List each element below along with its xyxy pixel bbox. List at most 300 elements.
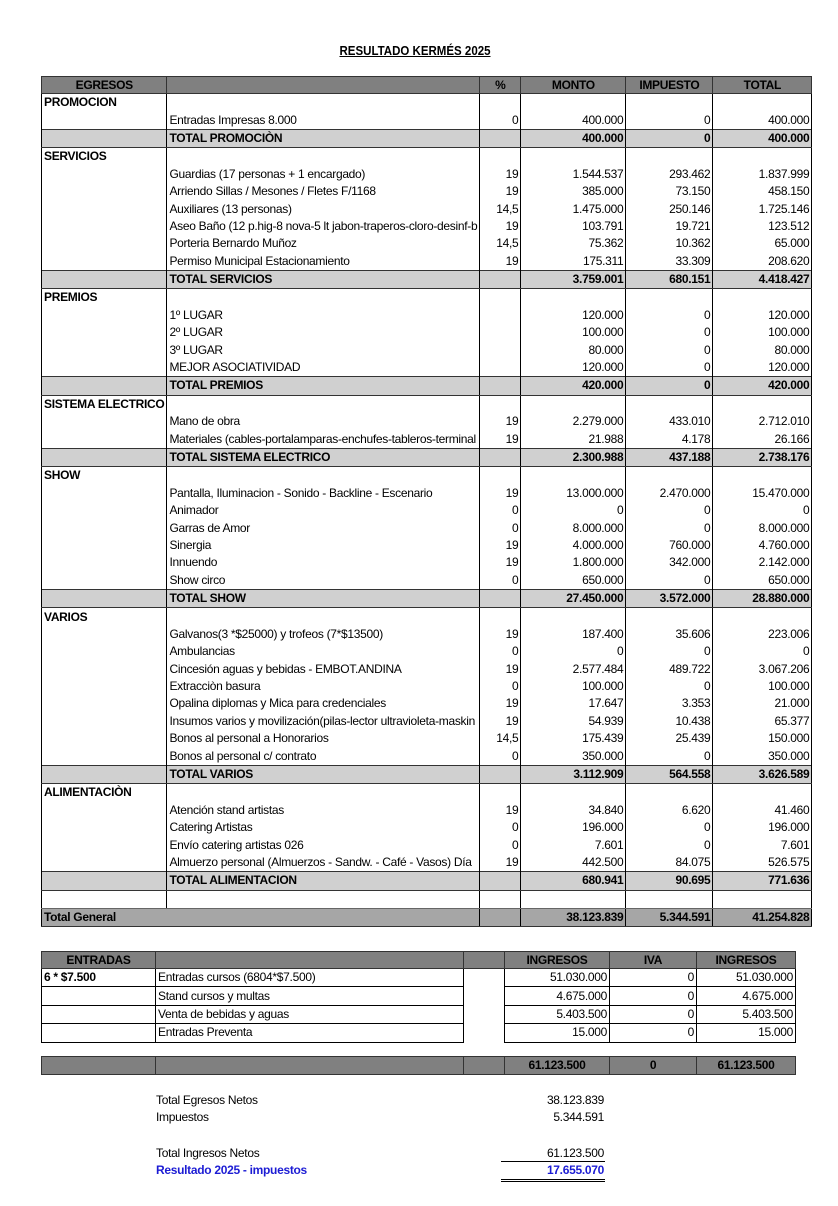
item-monto: 187.400 — [521, 626, 626, 643]
item-description: Opalina diplomas y Mica para credenciales — [167, 695, 480, 712]
item-impuesto: 0 — [626, 572, 713, 590]
section-total-total: 420.000 — [713, 377, 812, 395]
header-blank — [464, 952, 505, 969]
item-monto: 442.500 — [521, 854, 626, 872]
item-impuesto: 0 — [626, 324, 713, 341]
item-total: 100.000 — [713, 324, 812, 341]
item-description: Arriendo Sillas / Mesones / Fletes F/1168 — [167, 183, 480, 200]
item-total: 65.000 — [713, 235, 812, 252]
item-description: Extracciòn basura — [167, 678, 480, 695]
empty-cell — [167, 289, 480, 307]
item-percent: 19 — [480, 413, 521, 430]
item-total: 1.725.146 — [713, 200, 812, 217]
item-monto: 196.000 — [521, 819, 626, 836]
line-item-row — [42, 485, 812, 502]
empty-cell — [42, 519, 167, 536]
ingresos-total-row — [42, 1057, 796, 1075]
item-impuesto: 6.620 — [626, 802, 713, 819]
item-description: Animador — [167, 502, 480, 519]
ingreso-tag: 6 * $7.500 — [42, 969, 156, 987]
section-total-row — [42, 448, 812, 466]
item-description: Bonos al personal c/ contrato — [167, 747, 480, 765]
item-impuesto: 10.438 — [626, 713, 713, 730]
item-total: 65.377 — [713, 713, 812, 730]
item-impuesto: 489.722 — [626, 661, 713, 678]
item-description: Aseo Baño (12 p.hig-8 nova-5 lt jabon-traperos-cloro-desinf-b — [167, 218, 480, 235]
line-item-row — [42, 502, 812, 519]
section-total-impuesto: 680.151 — [626, 270, 713, 288]
item-impuesto: 2.470.000 — [626, 485, 713, 502]
empty-cell — [713, 890, 812, 908]
empty-cell — [480, 608, 521, 626]
item-description: Catering Artistas — [167, 819, 480, 836]
empty-cell — [42, 589, 167, 607]
empty-cell — [521, 784, 626, 802]
item-monto: 100.000 — [521, 324, 626, 341]
header-iva: IVA — [610, 952, 697, 969]
item-total: 8.000.000 — [713, 519, 812, 536]
line-item-row — [42, 836, 812, 853]
empty-cell — [464, 969, 505, 987]
ingreso-total: 15.000 — [697, 1024, 796, 1042]
item-monto: 175.439 — [521, 730, 626, 747]
item-description: Auxiliares (13 personas) — [167, 200, 480, 217]
item-description: 2º LUGAR — [167, 324, 480, 341]
summary-block — [156, 1092, 606, 1179]
category-row — [42, 784, 812, 802]
item-monto: 1.544.537 — [521, 166, 626, 183]
empty-cell — [167, 395, 480, 413]
ingresos-total-blank-1 — [42, 1057, 156, 1075]
section-total-row — [42, 129, 812, 147]
item-percent: 19 — [480, 802, 521, 819]
ingreso-amount: 15.000 — [505, 1024, 610, 1042]
empty-cell — [713, 784, 812, 802]
total-general-label: Total General — [42, 908, 167, 926]
item-monto: 650.000 — [521, 572, 626, 590]
ingresos-total-total: 61.123.500 — [697, 1057, 796, 1075]
item-description: Almuerzo personal (Almuerzos - Sandw. - Café - Vasos) Día — [167, 854, 480, 872]
empty-cell — [480, 589, 521, 607]
item-percent: 19 — [480, 661, 521, 678]
ingreso-iva: 0 — [610, 1024, 697, 1042]
category-row — [42, 94, 812, 112]
item-total: 21.000 — [713, 695, 812, 712]
line-item-row — [42, 554, 812, 571]
item-percent: 19 — [480, 695, 521, 712]
section-total-row — [42, 765, 812, 783]
empty-cell — [42, 166, 167, 183]
section-total-impuesto: 437.188 — [626, 448, 713, 466]
section-total-monto: 3.112.909 — [521, 765, 626, 783]
line-item-row — [42, 695, 812, 712]
section-total-row — [42, 377, 812, 395]
section-total-impuesto: 564.558 — [626, 765, 713, 783]
item-description: 1º LUGAR — [167, 307, 480, 324]
empty-cell — [167, 608, 480, 626]
section-total-monto: 680.941 — [521, 872, 626, 890]
item-percent: 14,5 — [480, 730, 521, 747]
empty-cell — [42, 854, 167, 872]
category-row — [42, 395, 812, 413]
ingreso-iva: 0 — [610, 987, 697, 1005]
section-total-label: TOTAL VARIOS — [167, 765, 480, 783]
item-monto: 34.840 — [521, 802, 626, 819]
item-monto: 75.362 — [521, 235, 626, 252]
empty-cell — [713, 289, 812, 307]
empty-cell — [480, 784, 521, 802]
blank-row — [42, 890, 812, 908]
section-total-label: TOTAL ALIMENTACION — [167, 872, 480, 890]
empty-cell — [167, 94, 480, 112]
ingresos-total-table — [41, 1056, 796, 1075]
empty-cell — [480, 765, 521, 783]
item-impuesto: 0 — [626, 502, 713, 519]
item-percent: 19 — [480, 183, 521, 200]
item-percent: 19 — [480, 537, 521, 554]
item-total: 120.000 — [713, 307, 812, 324]
category-label: ALIMENTACIÒN — [42, 784, 167, 802]
header-porcentaje: % — [480, 77, 521, 94]
item-monto: 8.000.000 — [521, 519, 626, 536]
item-impuesto: 0 — [626, 643, 713, 660]
item-percent: 0 — [480, 502, 521, 519]
total-general-impuesto: 5.344.591 — [626, 908, 713, 926]
item-impuesto: 0 — [626, 747, 713, 765]
item-monto: 100.000 — [521, 678, 626, 695]
line-item-row — [42, 713, 812, 730]
ingreso-iva: 0 — [610, 969, 697, 987]
line-item-row — [42, 253, 812, 271]
item-percent: 19 — [480, 554, 521, 571]
line-item-row — [42, 218, 812, 235]
empty-cell — [42, 448, 167, 466]
item-impuesto: 342.000 — [626, 554, 713, 571]
section-total-total: 771.636 — [713, 872, 812, 890]
item-percent: 0 — [480, 678, 521, 695]
empty-cell — [42, 129, 167, 147]
header-descripcion — [156, 952, 464, 969]
item-impuesto: 0 — [626, 836, 713, 853]
empty-cell — [167, 148, 480, 166]
line-item-row — [42, 166, 812, 183]
section-total-monto: 420.000 — [521, 377, 626, 395]
section-total-monto: 3.759.001 — [521, 270, 626, 288]
item-percent — [480, 307, 521, 324]
category-row — [42, 608, 812, 626]
item-description: Show circo — [167, 572, 480, 590]
item-percent: 0 — [480, 643, 521, 660]
item-impuesto: 4.178 — [626, 430, 713, 448]
item-description: Materiales (cables-portalamparas-enchufes-tableros-terminal — [167, 430, 480, 448]
item-percent: 19 — [480, 854, 521, 872]
section-total-row — [42, 270, 812, 288]
empty-cell — [42, 111, 167, 129]
empty-cell — [42, 377, 167, 395]
item-monto: 17.647 — [521, 695, 626, 712]
empty-cell — [480, 270, 521, 288]
item-impuesto: 33.309 — [626, 253, 713, 271]
empty-cell — [42, 200, 167, 217]
item-total: 26.166 — [713, 430, 812, 448]
empty-cell — [42, 341, 167, 358]
line-item-row — [42, 747, 812, 765]
empty-cell — [42, 626, 167, 643]
section-total-row — [42, 589, 812, 607]
item-total: 150.000 — [713, 730, 812, 747]
item-total: 650.000 — [713, 572, 812, 590]
line-item-row — [42, 183, 812, 200]
ingreso-row — [42, 1024, 796, 1042]
item-total: 2.142.000 — [713, 554, 812, 571]
item-monto: 13.000.000 — [521, 485, 626, 502]
ingresos-total-blank-2 — [156, 1057, 464, 1075]
empty-cell — [480, 467, 521, 485]
item-impuesto: 0 — [626, 359, 713, 377]
item-impuesto: 0 — [626, 111, 713, 129]
line-item-row — [42, 200, 812, 217]
item-monto: 54.939 — [521, 713, 626, 730]
ingresos-table — [41, 951, 796, 1043]
empty-cell — [167, 890, 480, 908]
item-total: 7.601 — [713, 836, 812, 853]
empty-cell — [626, 395, 713, 413]
empty-cell — [42, 747, 167, 765]
item-total: 400.000 — [713, 111, 812, 129]
item-impuesto: 35.606 — [626, 626, 713, 643]
empty-cell — [42, 572, 167, 590]
item-description: Innuendo — [167, 554, 480, 571]
item-description: Entradas Impresas 8.000 — [167, 111, 480, 129]
empty-cell — [42, 819, 167, 836]
empty-cell — [42, 890, 167, 908]
item-total: 526.575 — [713, 854, 812, 872]
empty-cell — [713, 395, 812, 413]
category-label: VARIOS — [42, 608, 167, 626]
summary-egresos-value: 38.123.839 — [546, 1093, 604, 1107]
section-total-impuesto: 0 — [626, 129, 713, 147]
item-impuesto: 0 — [626, 341, 713, 358]
ingreso-amount: 5.403.500 — [505, 1005, 610, 1023]
line-item-row — [42, 235, 812, 252]
category-label: SERVICIOS — [42, 148, 167, 166]
empty-cell — [42, 713, 167, 730]
empty-cell — [521, 289, 626, 307]
item-percent — [480, 341, 521, 358]
item-impuesto: 3.353 — [626, 695, 713, 712]
line-item-row — [42, 661, 812, 678]
item-percent — [480, 359, 521, 377]
item-total: 208.620 — [713, 253, 812, 271]
empty-cell — [42, 802, 167, 819]
ingreso-row — [42, 987, 796, 1005]
ingreso-description: Venta de bebidas y aguas — [156, 1005, 464, 1023]
line-item-row — [42, 854, 812, 872]
section-total-impuesto: 3.572.000 — [626, 589, 713, 607]
item-monto: 120.000 — [521, 307, 626, 324]
section-total-total: 4.418.427 — [713, 270, 812, 288]
line-item-row — [42, 730, 812, 747]
summary-resultado-row — [156, 1162, 606, 1179]
item-total: 41.460 — [713, 802, 812, 819]
egresos-table — [41, 76, 812, 927]
item-impuesto: 0 — [626, 678, 713, 695]
item-description: Mano de obra — [167, 413, 480, 430]
item-description: Sinergia — [167, 537, 480, 554]
line-item-row — [42, 537, 812, 554]
item-impuesto: 10.362 — [626, 235, 713, 252]
empty-cell — [42, 765, 167, 783]
empty-cell — [42, 554, 167, 571]
ingreso-amount: 51.030.000 — [505, 969, 610, 987]
item-monto: 2.577.484 — [521, 661, 626, 678]
empty-cell — [480, 395, 521, 413]
header-egresos: EGRESOS — [42, 77, 167, 94]
section-total-total: 28.880.000 — [713, 589, 812, 607]
category-row — [42, 148, 812, 166]
empty-cell — [626, 289, 713, 307]
line-item-row — [42, 324, 812, 341]
line-item-row — [42, 819, 812, 836]
item-total: 223.006 — [713, 626, 812, 643]
line-item-row — [42, 678, 812, 695]
ingreso-row — [42, 969, 796, 987]
item-monto: 175.311 — [521, 253, 626, 271]
empty-cell — [480, 289, 521, 307]
ingreso-amount: 4.675.000 — [505, 987, 610, 1005]
ingreso-tag — [42, 1005, 156, 1023]
item-description: Porteria Bernardo Muñoz — [167, 235, 480, 252]
empty-cell — [42, 502, 167, 519]
egresos-header-row — [42, 77, 812, 94]
empty-cell — [42, 730, 167, 747]
header-impuesto: IMPUESTO — [626, 77, 713, 94]
item-percent: 19 — [480, 253, 521, 271]
item-impuesto: 84.075 — [626, 854, 713, 872]
item-monto: 4.000.000 — [521, 537, 626, 554]
empty-cell — [42, 643, 167, 660]
ingreso-total: 4.675.000 — [697, 987, 796, 1005]
header-ingresos: INGRESOS — [505, 952, 610, 969]
item-description: MEJOR ASOCIATIVIDAD — [167, 359, 480, 377]
category-row — [42, 467, 812, 485]
empty-cell — [713, 148, 812, 166]
total-general-row — [42, 908, 812, 926]
empty-cell — [626, 467, 713, 485]
item-total: 3.067.206 — [713, 661, 812, 678]
empty-cell — [626, 148, 713, 166]
empty-cell — [626, 94, 713, 112]
item-monto: 1.800.000 — [521, 554, 626, 571]
section-total-monto: 2.300.988 — [521, 448, 626, 466]
empty-cell — [626, 784, 713, 802]
empty-cell — [464, 987, 505, 1005]
empty-cell — [42, 485, 167, 502]
empty-cell — [480, 448, 521, 466]
header-total: TOTAL — [713, 77, 812, 94]
summary-ingresos-row — [156, 1145, 606, 1162]
summary-impuestos-value: 5.344.591 — [553, 1110, 604, 1124]
summary-resultado-value: 17.655.070 — [546, 1163, 604, 1177]
empty-cell — [713, 467, 812, 485]
item-impuesto: 0 — [626, 819, 713, 836]
item-percent: 0 — [480, 572, 521, 590]
report-title: RESULTADO KERMÉS 2025 — [339, 44, 491, 58]
item-impuesto: 433.010 — [626, 413, 713, 430]
empty-cell — [480, 377, 521, 395]
item-description: Cincesión aguas y bebidas - EMBOT.ANDINA — [167, 661, 480, 678]
empty-cell — [167, 908, 480, 926]
section-total-label: TOTAL SERVICIOS — [167, 270, 480, 288]
item-impuesto: 19.721 — [626, 218, 713, 235]
item-percent: 19 — [480, 626, 521, 643]
section-total-label: TOTAL SHOW — [167, 589, 480, 607]
item-total: 196.000 — [713, 819, 812, 836]
item-monto: 2.279.000 — [521, 413, 626, 430]
item-percent: 19 — [480, 485, 521, 502]
item-total: 0 — [713, 643, 812, 660]
section-total-total: 400.000 — [713, 129, 812, 147]
empty-cell — [521, 467, 626, 485]
line-item-row — [42, 111, 812, 129]
summary-ingresos-label: Total Ingresos Netos — [156, 1146, 260, 1160]
item-description: Permiso Municipal Estacionamiento — [167, 253, 480, 271]
empty-cell — [521, 148, 626, 166]
item-total: 458.150 — [713, 183, 812, 200]
ingreso-iva: 0 — [610, 1005, 697, 1023]
item-description: Garras de Amor — [167, 519, 480, 536]
category-label: PREMIOS — [42, 289, 167, 307]
item-monto: 350.000 — [521, 747, 626, 765]
section-total-total: 2.738.176 — [713, 448, 812, 466]
item-description: Bonos al personal a Honorarios — [167, 730, 480, 747]
item-percent: 19 — [480, 430, 521, 448]
empty-cell — [626, 890, 713, 908]
ingresos-header-row — [42, 952, 796, 969]
empty-cell — [42, 183, 167, 200]
ingreso-description: Stand cursos y multas — [156, 987, 464, 1005]
summary-egresos-row — [156, 1092, 606, 1109]
empty-cell — [480, 908, 521, 926]
total-general-total: 41.254.828 — [713, 908, 812, 926]
empty-cell — [42, 324, 167, 341]
item-total: 100.000 — [713, 678, 812, 695]
ingresos-total-ingresos: 61.123.500 — [505, 1057, 610, 1075]
item-description: Galvanos(3 *$25000) y trofeos (7*$13500) — [167, 626, 480, 643]
category-row — [42, 289, 812, 307]
item-percent: 19 — [480, 218, 521, 235]
ingreso-description: Entradas cursos (6804*$7.500) — [156, 969, 464, 987]
item-percent: 19 — [480, 713, 521, 730]
item-monto: 80.000 — [521, 341, 626, 358]
ingresos-total-iva: 0 — [610, 1057, 697, 1075]
section-total-label: TOTAL PROMOCIÒN — [167, 129, 480, 147]
ingreso-description: Entradas Preventa — [156, 1024, 464, 1042]
item-total: 80.000 — [713, 341, 812, 358]
ingreso-row — [42, 1005, 796, 1023]
section-total-monto: 27.450.000 — [521, 589, 626, 607]
empty-cell — [42, 537, 167, 554]
section-total-label: TOTAL PREMIOS — [167, 377, 480, 395]
ingresos-total-blank-3 — [464, 1057, 505, 1075]
empty-cell — [42, 413, 167, 430]
item-monto: 0 — [521, 643, 626, 660]
ingreso-tag — [42, 1024, 156, 1042]
line-item-row — [42, 643, 812, 660]
empty-cell — [626, 608, 713, 626]
item-monto: 7.601 — [521, 836, 626, 853]
line-item-row — [42, 307, 812, 324]
